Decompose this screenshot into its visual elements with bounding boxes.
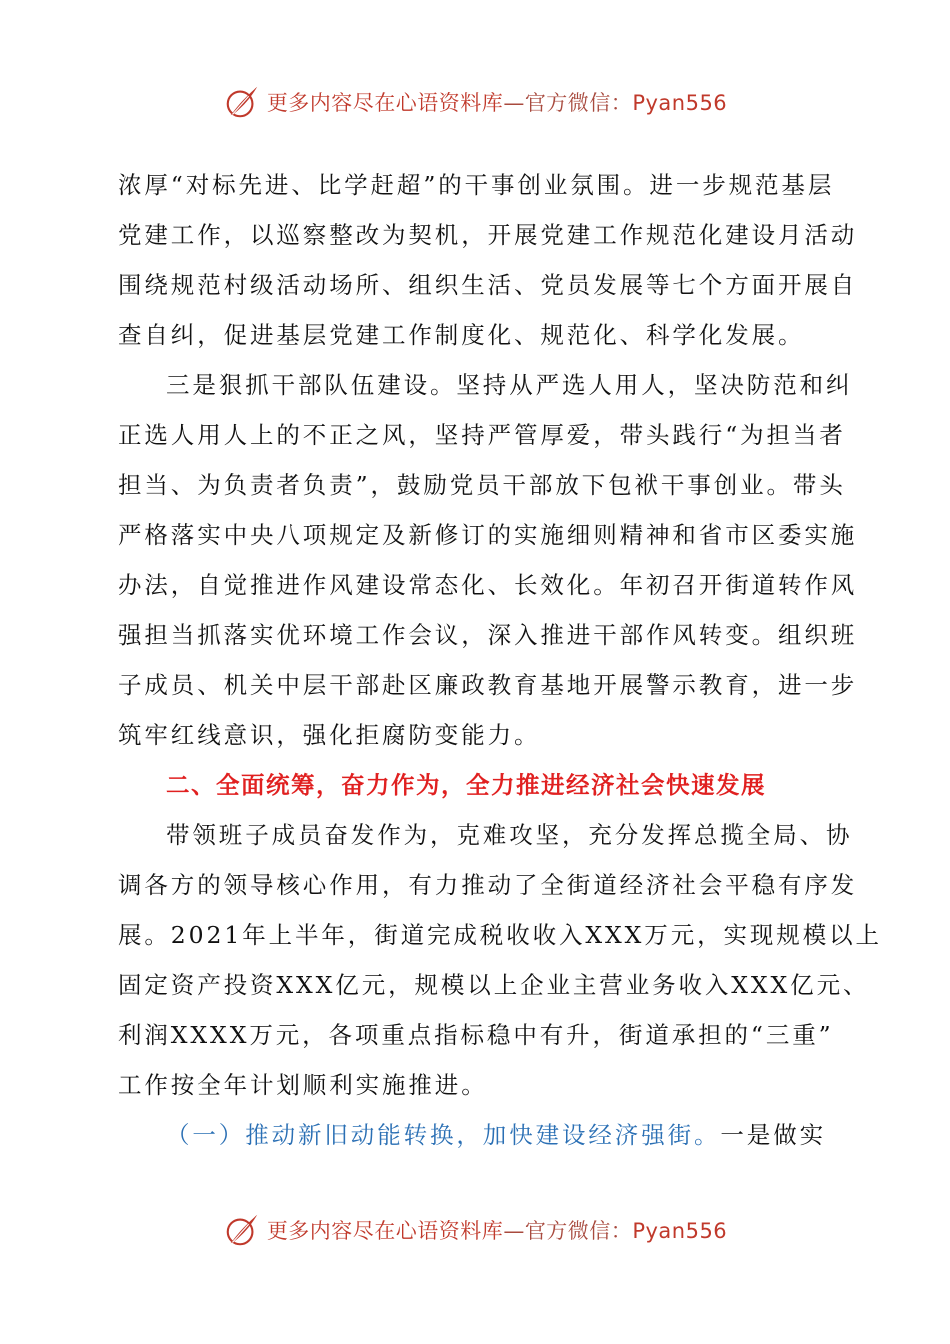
body-line: 担当、为负责者负责”，鼓励党员干部放下包袱干事创业。带头 — [118, 471, 846, 499]
header-banner — [0, 80, 950, 124]
banner-dash: — — [503, 1219, 525, 1243]
quill-pen-logo-icon — [223, 1211, 261, 1249]
body-line: 查自纠，促进基层党建工作制度化、规范化、科学化发展。 — [118, 321, 805, 349]
body-line: 正选人用人上的不正之风，坚持严管厚爱，带头践行“为担当者 — [118, 421, 846, 449]
banner-brand-text: 更多内容尽在心语资料库 — [266, 91, 504, 115]
body-line: 围绕规范村级活动场所、组织生活、党员发展等七个方面开展自 — [118, 271, 858, 299]
body-line: 带领班子成员奋发作为，克难攻坚，充分发挥总揽全局、协 — [166, 821, 853, 849]
banner-brand-text: 更多内容尽在心语资料库 — [266, 1219, 504, 1243]
body-line: 固定资产投资XXX亿元，规模以上企业主营业务收入XXX亿元、 — [118, 971, 870, 999]
banner-wechat-label: 官方微信： — [524, 91, 633, 115]
body-line: 严格落实中央八项规定及新修订的实施细则精神和省市区委实施 — [118, 521, 858, 549]
body-line: 强担当抓落实优环境工作会议，深入推进干部作风转变。组织班 — [118, 621, 858, 649]
section-heading: 二、全面统筹，奋力作为，全力推进经济社会快速发展 — [166, 771, 766, 799]
body-line: 子成员、机关中层干部赴区廉政教育基地开展警示教育，进一步 — [118, 671, 858, 699]
body-line: 利润XXXX万元，各项重点指标稳中有升，街道承担的“三重” — [118, 1021, 834, 1049]
banner-wechat-label: 官方微信： — [524, 1219, 633, 1243]
banner-wechat-id: Pyan556 — [632, 91, 728, 115]
body-line: 党建工作，以巡察整改为契机，开展党建工作规范化建设月活动 — [118, 221, 858, 249]
quill-pen-logo-icon — [223, 83, 261, 121]
banner-dash: — — [503, 91, 525, 115]
body-line: 办法，自觉推进作风建设常态化、长效化。年初召开街道转作风 — [118, 571, 858, 599]
subsection-line — [118, 1110, 834, 1160]
body-line: 筑牢红线意识，强化拒腐防变能力。 — [118, 721, 541, 749]
body-line: 浓厚“对标先进、比学赶超”的干事创业氛围。进一步规范基层 — [118, 171, 835, 199]
body-line: 工作按全年计划顺利实施推进。 — [118, 1071, 488, 1099]
banner-wechat-id: Pyan556 — [632, 1219, 728, 1243]
body-line: 展。2021年上半年，街道完成税收收入XXX万元，实现规模以上 — [118, 921, 882, 949]
document-body — [118, 160, 882, 1160]
footer-banner — [0, 1208, 950, 1252]
body-line-tail: 一是做实 — [720, 1121, 827, 1149]
subsection-heading: （一）推动新旧动能转换，加快建设经济强街。 — [166, 1121, 721, 1149]
body-line: 调各方的领导核心作用，有力推动了全街道经济社会平稳有序发 — [118, 871, 858, 899]
body-line: 三是狠抓干部队伍建设。坚持从严选人用人，坚决防范和纠 — [166, 371, 853, 399]
